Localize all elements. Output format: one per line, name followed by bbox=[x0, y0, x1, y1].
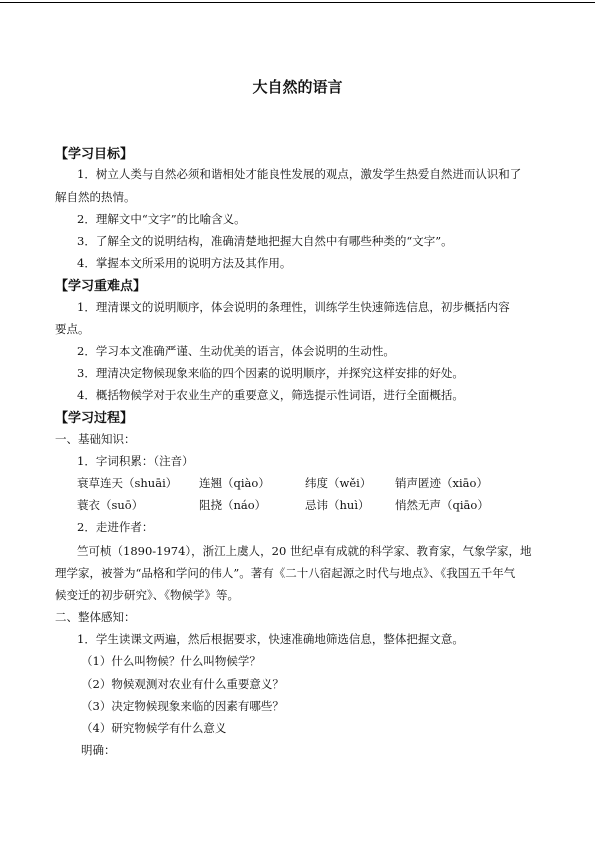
question-item: （4）研究物候学有什么意义 bbox=[81, 721, 227, 735]
overall-task: 1．学生读课文两遍，然后根据要求，快速准确地筛选信息，整体把握文意。 bbox=[77, 632, 464, 646]
vocab-item: 悄然无声（qiāo） bbox=[395, 498, 489, 512]
author-label: 2．走进作者： bbox=[77, 520, 154, 534]
vocab-row bbox=[55, 497, 550, 513]
clarify-label: 明确： bbox=[81, 743, 116, 757]
question-item: （3）决定物候现象来临的因素有哪些？ bbox=[81, 699, 284, 713]
question-item: （2）物候观测对农业有什么重要意义？ bbox=[81, 677, 284, 691]
top-rule bbox=[0, 2, 595, 3]
key-point-line: 3．理清决定物候现象来临的四个因素的说明顺序，并探究这样安排的好处。 bbox=[77, 366, 464, 380]
overall-heading: 二、整体感知： bbox=[55, 610, 136, 624]
heading-learning-goals: 【学习目标】 bbox=[55, 147, 134, 162]
key-point-line: 2．学习本文准确严谨、生动优美的语言，体会说明的生动性。 bbox=[77, 344, 395, 358]
author-text-line: 候变迁的初步研究》、《物候学》等。 bbox=[55, 588, 239, 602]
key-point-line: 要点。 bbox=[55, 322, 90, 336]
vocab-item: 衰草连天（shuāi） bbox=[77, 476, 178, 490]
question-item: （1）什么叫物候？什么叫物候学？ bbox=[81, 654, 261, 668]
goal-line: 4．掌握本文所采用的说明方法及其作用。 bbox=[77, 256, 292, 270]
author-text-line: 理学家，被誉为“品格和学问的伟人”。著有《二十八宿起源之时代与地点》、《我国五千年气 bbox=[55, 566, 516, 580]
goal-line: 2．理解文中“文字”的比喻含义。 bbox=[77, 212, 246, 226]
page-title: 大自然的语言 bbox=[252, 78, 343, 96]
basics-heading: 一、基础知识： bbox=[55, 432, 136, 446]
vocab-item: 蓑衣（suō） bbox=[77, 498, 144, 512]
heading-learning-process: 【学习过程】 bbox=[55, 411, 134, 426]
vocab-item: 连翘（qiào） bbox=[199, 476, 270, 490]
key-point-line: 1．理清课文的说明顺序，体会说明的条理性，训练学生快速筛选信息，初步概括内容 bbox=[77, 300, 510, 314]
goal-line: 3．了解全文的说明结构，准确清楚地把握大自然中有哪些种类的“文字”。 bbox=[77, 234, 453, 248]
key-point-line: 4．概括物候学对于农业生产的重要意义，筛选提示性词语，进行全面概括。 bbox=[77, 388, 464, 402]
heading-key-points: 【学习重难点】 bbox=[55, 279, 147, 294]
vocab-item: 阻挠（náo） bbox=[199, 498, 267, 512]
goal-line: 解自然的热情。 bbox=[55, 190, 136, 204]
goal-line: 1．树立人类与自然必须和谐相处才能良性发展的观点，激发学生热爱自然进而认识和了 bbox=[77, 167, 522, 181]
vocab-item: 纬度（wěi） bbox=[305, 476, 372, 490]
vocab-item: 销声匿迹（xiāo） bbox=[395, 476, 488, 490]
vocab-label: 1．字词积累：（注音） bbox=[77, 454, 194, 468]
vocab-item: 忌讳（huì） bbox=[305, 498, 370, 512]
vocab-row bbox=[55, 475, 550, 491]
author-text-line: 竺可桢（1890-1974），浙江上虞人，20 世纪卓有成就的科学家、教育家，气象学家，地 bbox=[77, 544, 532, 558]
